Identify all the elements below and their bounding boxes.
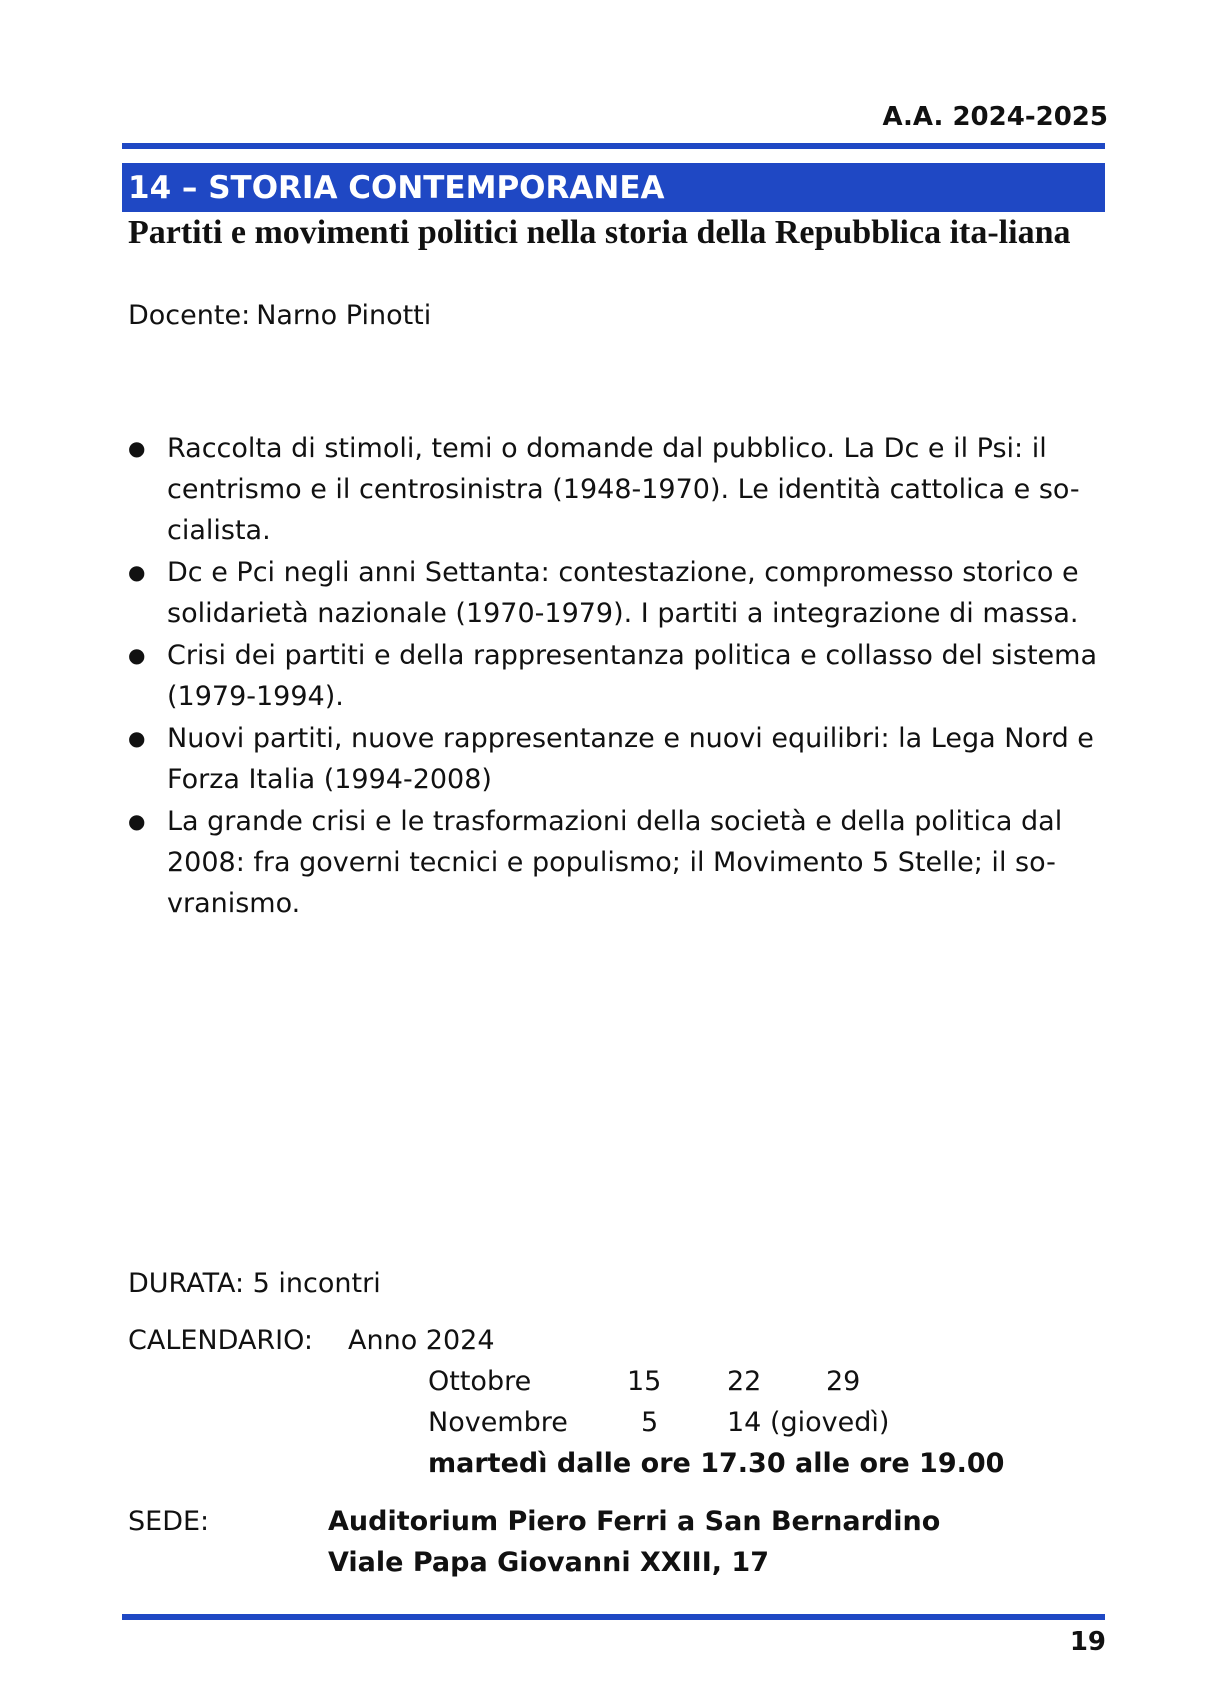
- calendar-day: 5: [641, 1407, 659, 1438]
- bullet-icon: ●: [128, 726, 146, 750]
- academic-year: A.A. 2024-2025: [882, 102, 1108, 132]
- topics-list: [128, 428, 1108, 925]
- calendar-day: 15: [627, 1366, 662, 1397]
- section-title-bar: 14 – STORIA CONTEMPORANEA: [122, 163, 1105, 212]
- list-item: [128, 428, 1108, 551]
- calendar-day: 22: [727, 1366, 762, 1397]
- bullet-icon: ●: [128, 436, 146, 460]
- top-divider: [122, 143, 1105, 149]
- venue-label: SEDE:: [128, 1506, 210, 1537]
- calendar-month: Ottobre: [428, 1366, 532, 1397]
- list-item: [128, 718, 1108, 800]
- bullet-icon: ●: [128, 643, 146, 667]
- teacher-line: [128, 300, 431, 331]
- teacher-name: Narno Pinotti: [256, 300, 432, 331]
- bullet-icon: ●: [128, 809, 146, 833]
- topic-text: Dc e Pci negli anni Settanta: contestazione, compromesso storico e solidarietà nazionale (1970-1979). I partiti a integrazione di massa.: [167, 557, 1079, 629]
- topic-text: Crisi dei partiti e della rappresentanza politica e collasso del sistema (1979-1994).: [167, 640, 1098, 712]
- page-number: 19: [1069, 1627, 1106, 1657]
- calendar-year: Anno 2024: [348, 1325, 495, 1356]
- topic-text: Raccolta di stimoli, temi o domande dal pubblico. La Dc e il Psi: il centrismo e il centrosinistra (1948-1970). Le identità cattolica e so-cialista.: [167, 433, 1080, 546]
- calendar-label: CALENDARIO:: [128, 1325, 314, 1356]
- venue-address: Viale Papa Giovanni XXIII, 17: [328, 1547, 769, 1578]
- calendar-time: martedì dalle ore 17.30 alle ore 19.00: [428, 1448, 1005, 1479]
- topic-text: La grande crisi e le trasformazioni della società e della politica dal 2008: fra governi tecnici e populismo; il Movimento 5 Stelle; il so-vranismo.: [167, 806, 1063, 919]
- topic-text: Nuovi partiti, nuove rappresentanze e nuovi equilibri: la Lega Nord e Forza Italia (1994-2008): [167, 723, 1094, 795]
- calendar-day: 14 (giovedì): [727, 1407, 890, 1438]
- bottom-divider: [122, 1614, 1105, 1620]
- venue-name: Auditorium Piero Ferri a San Bernardino: [328, 1506, 941, 1537]
- list-item: [128, 635, 1108, 717]
- calendar-day: 29: [826, 1366, 861, 1397]
- bullet-icon: ●: [128, 560, 146, 584]
- teacher-label: Docente:: [128, 300, 251, 331]
- course-title: Partiti e movimenti politici nella storia della Repubblica ita-liana: [128, 214, 1071, 251]
- duration: DURATA: 5 incontri: [128, 1268, 381, 1299]
- list-item: [128, 552, 1108, 634]
- calendar-month: Novembre: [428, 1407, 568, 1438]
- list-item: [128, 801, 1108, 924]
